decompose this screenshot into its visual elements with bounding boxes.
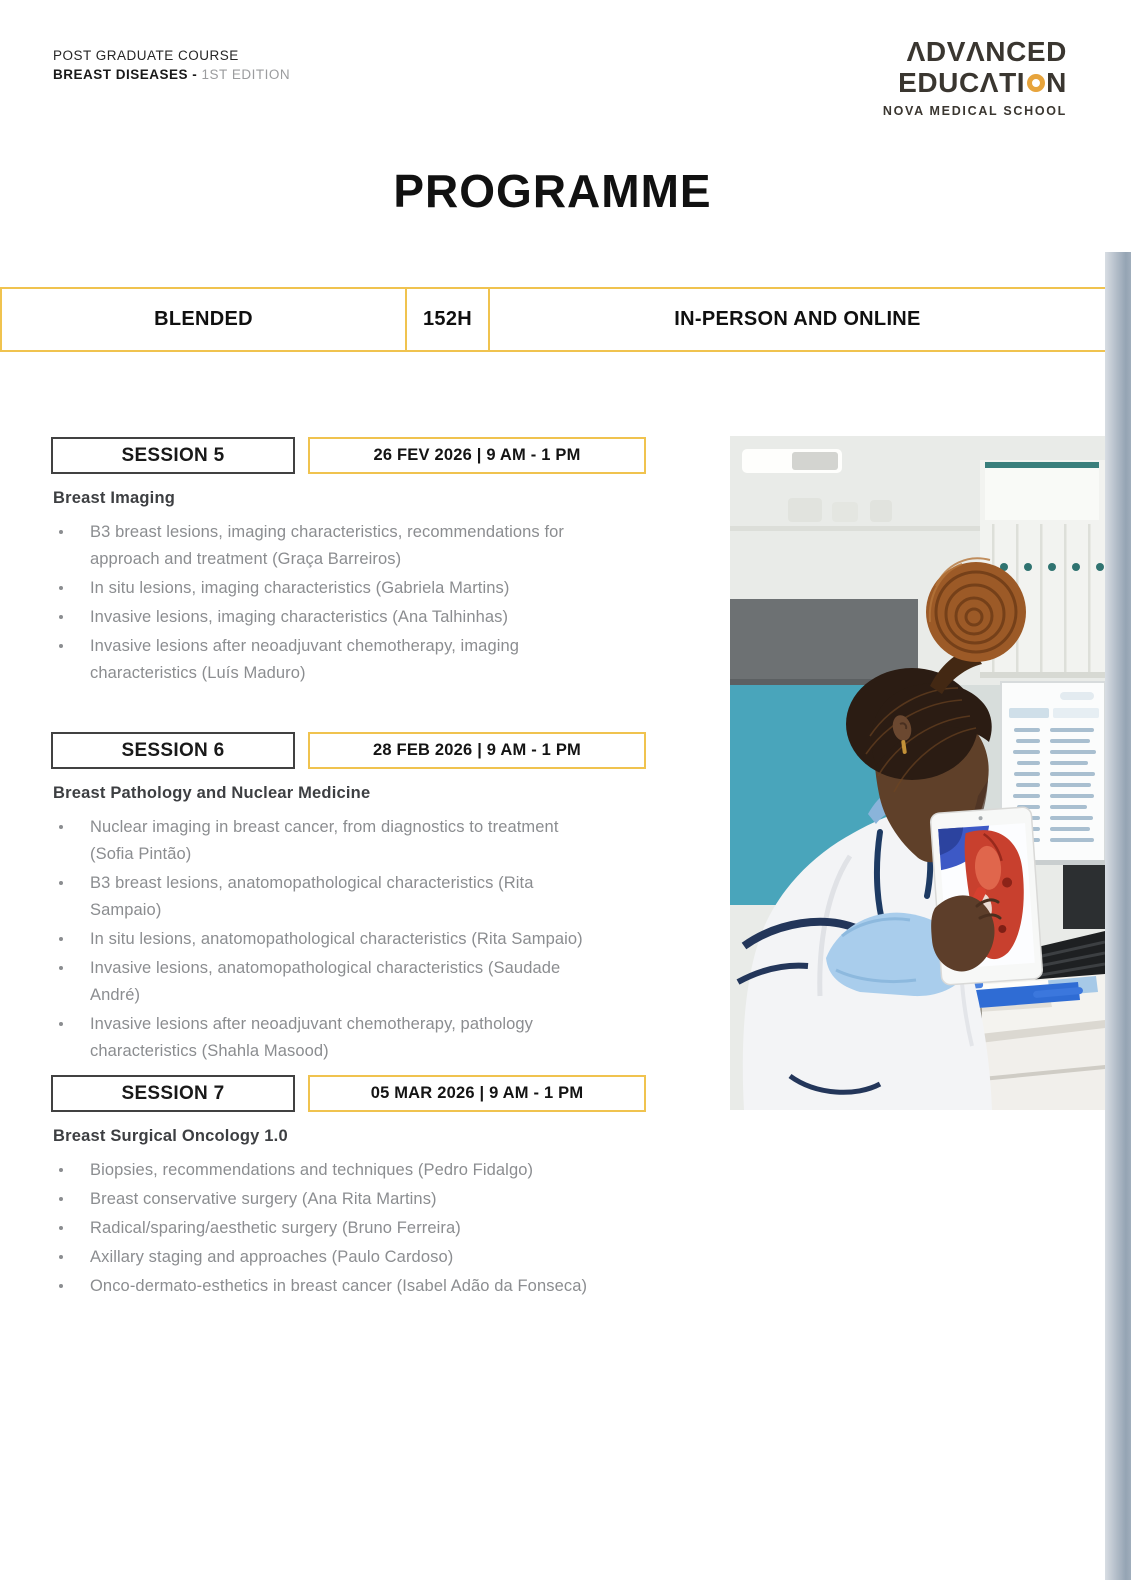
course-name-bold: BREAST DISEASES - xyxy=(53,67,198,82)
logo-line-school: NOVA MEDICAL SCHOOL xyxy=(882,103,1067,118)
course-title xyxy=(53,48,290,82)
bullet-text: Breast conservative surgery (Ana Rita Martins) xyxy=(90,1190,437,1208)
bullet-list xyxy=(51,519,713,687)
bullet-text: Radical/sparing/aesthetic surgery (Bruno Ferreira) xyxy=(90,1219,461,1237)
bullet-text: Nuclear imaging in breast cancer, from diagnostics to treatment (Sofia Pintão) xyxy=(90,818,559,863)
bullet-dot-icon xyxy=(59,586,63,590)
session-topic-heading: Breast Pathology and Nuclear Medicine xyxy=(53,784,371,802)
banner-cell-hours: 152H xyxy=(405,289,490,350)
session-6-block xyxy=(51,732,713,1065)
bullet-text: B3 breast lesions, anatomopathological characteristics (Rita Sampaio) xyxy=(90,874,534,919)
session-6-header xyxy=(51,732,713,769)
bullet-item xyxy=(51,1244,713,1271)
bullet-item xyxy=(51,633,713,687)
advanced-education-logo xyxy=(883,36,1067,118)
session-label-box: SESSION 6 xyxy=(51,732,295,769)
bullet-text: In situ lesions, imaging characteristics (Gabriela Martins) xyxy=(90,579,510,597)
bullet-dot-icon xyxy=(59,1255,63,1259)
bullet-dot-icon xyxy=(59,1168,63,1172)
banner-cell-mode: IN-PERSON AND ONLINE xyxy=(674,308,921,330)
session-date-box: 28 FEB 2026 | 9 AM - 1 PM xyxy=(308,732,646,769)
format-banner xyxy=(0,287,1105,352)
session-topic-heading: Breast Surgical Oncology 1.0 xyxy=(53,1127,288,1145)
bullet-dot-icon xyxy=(59,966,63,970)
page-edge-shadow xyxy=(1105,252,1131,1580)
sessions-column xyxy=(51,437,713,1302)
bullet-item xyxy=(51,1186,713,1213)
session-label-box: SESSION 5 xyxy=(51,437,295,474)
bullet-text: Invasive lesions, anatomopathological characteristics (Saudade André) xyxy=(90,959,561,1004)
logo-line-education xyxy=(883,67,1067,98)
bullet-text: Biopsies, recommendations and techniques (Pedro Fidalgo) xyxy=(90,1161,534,1179)
bullet-item xyxy=(51,955,713,1009)
bullet-item xyxy=(51,519,713,573)
course-type-label: POST GRADUATE COURSE xyxy=(53,48,239,63)
logo-education-post: N xyxy=(1046,67,1067,99)
doctor-with-tablet-illustration xyxy=(730,436,1105,1110)
clinic-photo xyxy=(730,436,1105,1110)
bullet-item xyxy=(51,1157,713,1184)
bullet-item xyxy=(51,870,713,924)
bullet-item xyxy=(51,575,713,602)
bullet-text: Onco-dermato-esthetics in breast cancer (Isabel Adão da Fonseca) xyxy=(90,1277,588,1295)
bullet-text: Invasive lesions after neoadjuvant chemotherapy, pathology characteristics (Shahla Masood) xyxy=(90,1015,534,1060)
bullet-list xyxy=(51,814,713,1065)
bullet-item xyxy=(51,604,713,631)
bullet-dot-icon xyxy=(59,825,63,829)
bullet-dot-icon xyxy=(59,1197,63,1201)
bullet-text: In situ lesions, anatomopathological characteristics (Rita Sampaio) xyxy=(90,930,583,948)
bullet-text: B3 breast lesions, imaging characteristics, recommendations for approach and treatment (Graça Barreiros) xyxy=(90,523,565,568)
session-label-box: SESSION 7 xyxy=(51,1075,295,1112)
bullet-item xyxy=(51,1011,713,1065)
session-date-box: 05 MAR 2026 | 9 AM - 1 PM xyxy=(308,1075,646,1112)
bullet-list xyxy=(51,1157,713,1300)
course-edition: 1ST EDITION xyxy=(201,67,291,82)
bullet-item xyxy=(51,1215,713,1242)
bullet-dot-icon xyxy=(59,1284,63,1288)
bullet-item xyxy=(51,926,713,953)
course-name-label xyxy=(53,67,290,82)
logo-o-ring-icon xyxy=(1027,74,1045,92)
session-7-block xyxy=(51,1075,713,1300)
bullet-dot-icon xyxy=(59,1022,63,1026)
bullet-dot-icon xyxy=(59,644,63,648)
banner-cell-blended: BLENDED xyxy=(154,308,253,330)
bullet-dot-icon xyxy=(59,881,63,885)
bullet-text: Invasive lesions, imaging characteristics (Ana Talhinhas) xyxy=(90,608,509,626)
session-5-block xyxy=(51,437,713,687)
bullet-text: Invasive lesions after neoadjuvant chemotherapy, imaging characteristics (Luís Maduro) xyxy=(90,637,520,682)
bullet-text: Axillary staging and approaches (Paulo Cardoso) xyxy=(90,1248,454,1266)
bullet-item xyxy=(51,1273,713,1300)
session-date-box: 26 FEV 2026 | 9 AM - 1 PM xyxy=(308,437,646,474)
session-5-header xyxy=(51,437,713,474)
bullet-dot-icon xyxy=(59,530,63,534)
logo-line-advanced: ΛDVΛNCED xyxy=(906,36,1067,67)
bullet-dot-icon xyxy=(59,937,63,941)
session-topic-heading: Breast Imaging xyxy=(53,489,175,507)
page-title: PROGRAMME xyxy=(393,165,712,217)
session-7-header xyxy=(51,1075,713,1112)
bullet-dot-icon xyxy=(59,1226,63,1230)
bullet-item xyxy=(51,814,713,868)
logo-education-pre: EDUCΛTI xyxy=(898,67,1026,99)
bullet-dot-icon xyxy=(59,615,63,619)
